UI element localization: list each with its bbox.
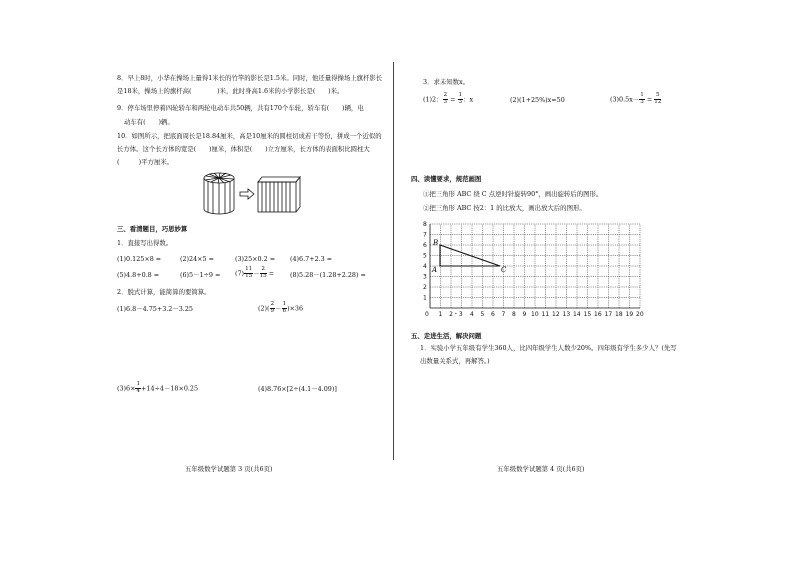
calc-7: (7) $\frac{11}{15}$ － $\frac{2}{15}$ =	[235, 266, 275, 279]
compute-2: (2)( $\frac{2}{9}$ － $\frac{1}{6}$ )×36	[258, 301, 304, 314]
y-tick-label: 8	[423, 221, 427, 228]
x-tick-label: 13	[562, 311, 571, 318]
x-tick-label: 7	[501, 311, 506, 318]
x-tick-label: 19	[625, 311, 634, 318]
page-divider	[393, 62, 394, 460]
point-a-label: A	[432, 266, 438, 274]
problem-1: 1．实验小学五年级有学生360人，比四年级学生人数少20%。四年级有学生多少人？(先写出数量关系式，再解答。)	[420, 344, 677, 366]
draw-task-1: ①把三角形 ABC 绕 C 点逆时针旋转90°，画出旋转后的图形。	[423, 190, 603, 198]
y-tick-label: 5	[423, 252, 427, 260]
equation-1: (1)2： $\frac{2}{3}$ = $\frac{1}{3}$ ：x	[423, 92, 474, 105]
point-b-label: B	[433, 239, 439, 247]
section-5-title: 五、走进生活，解决问题	[411, 332, 482, 340]
x-tick-label: 4	[470, 311, 474, 318]
sub-3-2: 2．脱式计算，能简算的要简算。	[117, 288, 211, 296]
x-tick-label: 1	[438, 311, 443, 318]
calc-2: (2)24×5 =	[180, 255, 214, 263]
equation-2: (2)(1+25%)x=50	[510, 96, 565, 104]
triangle-abc	[440, 245, 500, 266]
question-9-line1: 9．停车场里停着四轮轿车和两轮电动车共50辆，共有170个车轮，轿车有( )辆，电	[117, 104, 364, 112]
calc-8: (8)5.28－(1.28+2.28) =	[290, 271, 366, 279]
calc-3: (3)25×0.2 =	[235, 255, 276, 263]
draw-task-2: ②把三角形 ABC 按2：1 的比放大，画出放大后的图形。	[423, 204, 586, 212]
y-tick-label: 3	[423, 273, 427, 281]
coordinate-grid	[418, 214, 664, 320]
compute-4: (4)8.76×[2÷(4.1－4.09)]	[258, 385, 337, 393]
y-tick-label: 7	[423, 231, 427, 239]
x-tick-label: 14	[573, 311, 581, 318]
x-tick-label: 20	[636, 311, 644, 318]
x-tick-label: 18	[615, 311, 623, 318]
x-tick-label: 6	[491, 311, 495, 318]
section-3-title: 三、看清题目，巧思妙算	[117, 225, 188, 233]
compute-3: (3)6× $\frac{1}{4}$ +14÷4－18×0.25	[117, 381, 199, 394]
y-tick-label: 4	[423, 263, 427, 270]
calc-1: (1)0.125×8 =	[117, 255, 162, 263]
cylinder-cuboid-figure	[200, 170, 306, 218]
x-tick-label: 5	[480, 311, 485, 318]
sub-3-1: 1．直接写出得数。	[117, 239, 173, 247]
section-4-title: 四、读懂要求，规范画图	[411, 175, 482, 183]
x-tick-label: 16	[594, 311, 602, 318]
x-tick-label: 0	[425, 311, 429, 318]
footer-page-4: 五年级数学试题第 4 页(共6页)	[497, 465, 585, 473]
y-tick-label: 1	[423, 294, 427, 302]
calc-5: (5)4.8+0.8 =	[117, 271, 160, 279]
calc-4: (4)6.7+2.3 =	[290, 255, 333, 263]
x-tick-label: 9	[522, 311, 527, 318]
x-tick-label: 17	[604, 311, 613, 318]
y-tick-label: 6	[423, 242, 427, 249]
question-10: 10．如图所示，把底面周长是18.84厘米，高是10厘米的圆柱切成若干等份，拼成一个近似的长方体。这个长方体的宽是( )厘米，体积是( )立方厘米，长方体的表面积比圆柱大( )平方厘米。	[117, 132, 382, 167]
footer-page-3: 五年级数学试题第 3 页(共6页)	[185, 465, 273, 473]
question-8: 8．早上8时，小华在操场上量得1米长的竹竿的影长是1.5米。同时，他还量得操场上旗杆影长是18米，操场上的旗杆高( )米，此时身高1.6米的小学影长是( )米。	[117, 74, 383, 96]
y-tick-label: 2	[423, 284, 427, 291]
compute-1: (1)6.8－4.75+3.2－3.25	[117, 305, 193, 313]
x-tick-label: 11	[541, 311, 550, 318]
x-tick-label: 15	[583, 311, 592, 318]
sub-3-3: 3．求未知数x。	[423, 78, 470, 86]
x-tick-label: 2・3	[449, 311, 463, 318]
x-tick-label: 8	[512, 311, 516, 318]
equation-3: (3)0.5x－ $\frac{1}{3}$ = $\frac{5}{12}$	[610, 92, 662, 105]
x-tick-label: 12	[552, 311, 560, 318]
question-9-line2: 动车有( )辆。	[124, 118, 174, 126]
calc-6: (6)5－1÷9 =	[180, 271, 221, 279]
point-c-label: C	[501, 266, 507, 274]
x-tick-label: 10	[531, 311, 539, 318]
